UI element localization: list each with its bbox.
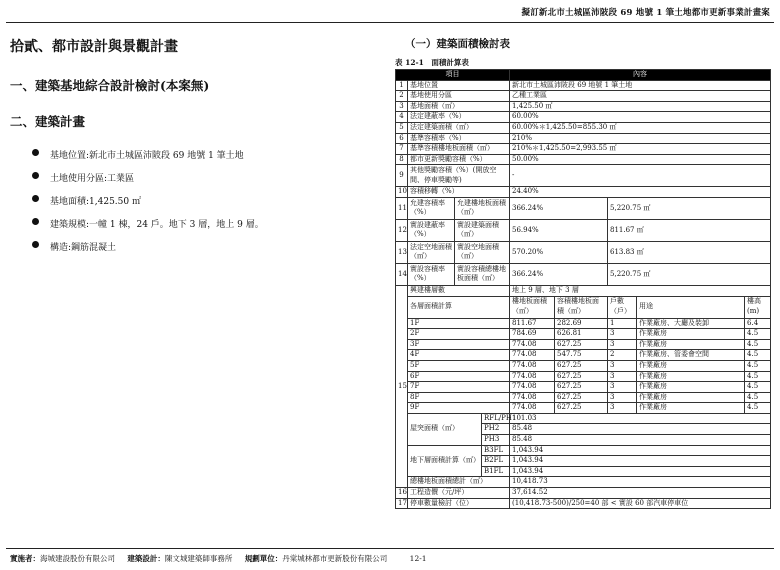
floor-name: 1F	[408, 318, 510, 329]
planner-label: 規劃單位：	[244, 554, 283, 563]
roof-floor: RFL/PH1	[482, 413, 510, 424]
height: 4.5	[745, 371, 771, 382]
chapter-title: 拾貳、都市設計與景觀計畫	[10, 39, 178, 55]
table-row	[396, 296, 771, 318]
row-value: -	[510, 165, 771, 187]
use: 作業廠房、大廳及裝卸	[637, 318, 745, 329]
row-value: 1,425.50 ㎡	[510, 101, 771, 112]
table-row	[396, 392, 771, 403]
use: 作業廠房、管委會空間	[637, 350, 745, 361]
far-area: 282.69	[555, 318, 608, 329]
row-value-1: 56.94%	[510, 219, 608, 241]
height: 4.5	[745, 382, 771, 393]
floors-value: 地上 9 層、地下 3 層	[510, 285, 771, 296]
row-item-a: 允建容積率（%）	[408, 197, 455, 219]
row-value: 24.40%	[510, 187, 771, 198]
row-number: 12	[396, 219, 408, 241]
floor-area: 774.08	[510, 339, 555, 350]
floor-name: 9F	[408, 403, 510, 414]
implementer: 海城建設股份有限公司	[40, 554, 115, 563]
roof-area: 101.03	[510, 413, 771, 424]
units: 1	[608, 318, 637, 329]
far-area: 627.25	[555, 360, 608, 371]
building-plan-list	[32, 148, 380, 253]
use: 作業廠房	[637, 360, 745, 371]
row-number: 11	[396, 197, 408, 219]
floor-area: 774.08	[510, 350, 555, 361]
table-row	[396, 263, 771, 285]
units: 3	[608, 371, 637, 382]
far-area: 627.25	[555, 392, 608, 403]
floor-name: 8F	[408, 392, 510, 403]
designer-label: 建築設計：	[127, 554, 165, 563]
bullet-icon	[32, 241, 39, 248]
table-row	[396, 154, 771, 165]
header-rule	[6, 22, 774, 23]
table-row	[396, 318, 771, 329]
units: 3	[608, 329, 637, 340]
col-head-floor-area: 樓地板面積（㎡）	[510, 296, 555, 318]
height: 4.5	[745, 329, 771, 340]
row-number: 17	[396, 498, 408, 509]
use: 作業廠房	[637, 392, 745, 403]
far-area: 547.75	[555, 350, 608, 361]
row-number: 3	[396, 101, 408, 112]
floors-label: 興建樓層數	[408, 285, 510, 296]
units: 3	[608, 403, 637, 414]
height: 4.5	[745, 350, 771, 361]
col-head-use: 用途	[637, 296, 745, 318]
floor-area: 774.08	[510, 360, 555, 371]
row-number: 4	[396, 112, 408, 123]
calc-label: 各層面積計算	[408, 296, 510, 318]
floor-area: 784.69	[510, 329, 555, 340]
total-value: 10,418.73	[510, 477, 771, 488]
row-value: (10,418.73-500)/250=40 部 < 實設 60 部汽車停車位	[510, 498, 771, 509]
row-number: 9	[396, 165, 408, 187]
row-value: 50.00%	[510, 154, 771, 165]
basement-label: 地下層面積計算（㎡）	[408, 445, 482, 477]
table-row	[396, 91, 771, 102]
roof-floor: PH2	[482, 424, 510, 435]
row-value: 60.00%＊1,425.50=855.30 ㎡	[510, 122, 771, 133]
section-title-1: 一、建築基地綜合設計檢討(本案無)	[10, 78, 210, 93]
floor-area: 774.08	[510, 403, 555, 414]
table-row	[396, 339, 771, 350]
far-area: 627.25	[555, 403, 608, 414]
left-column	[10, 36, 380, 263]
far-area: 627.25	[555, 339, 608, 350]
implementer-label: 實施者：	[10, 554, 40, 563]
area-calculation-table	[395, 69, 771, 509]
use: 作業廠房	[637, 339, 745, 350]
table-row	[396, 165, 771, 187]
row-value-2: 5,220.75 ㎡	[608, 197, 771, 219]
table-header-row	[396, 70, 771, 81]
floor-name: 7F	[408, 382, 510, 393]
row-item: 停車數量檢討（位）	[408, 498, 510, 509]
bullet-icon	[32, 195, 39, 202]
row-number: 5	[396, 122, 408, 133]
table-row	[396, 382, 771, 393]
row-number: 13	[396, 241, 408, 263]
row-item: 基準容積樓地板面積（㎡）	[408, 144, 510, 155]
units: 3	[608, 392, 637, 403]
row-value-1: 570.20%	[510, 241, 608, 263]
row-number: 16	[396, 488, 408, 499]
use: 作業廠房	[637, 382, 745, 393]
row-number: 6	[396, 133, 408, 144]
far-area: 626.81	[555, 329, 608, 340]
section-title-2: 二、建築計畫	[10, 114, 86, 129]
height: 4.5	[745, 339, 771, 350]
row-value: 新北市土城區沛陂段 69 地號 1 筆土地	[510, 80, 771, 91]
row-item: 工程造價（元/坪）	[408, 488, 510, 499]
row-item: 基地位置	[408, 80, 510, 91]
table-row	[396, 197, 771, 219]
col-head-far-area: 容積樓地板面積（㎡）	[555, 296, 608, 318]
height: 4.5	[745, 360, 771, 371]
row-item: 法定建蔽率（%）	[408, 112, 510, 123]
row-item-a: 法定空地面積（㎡）	[408, 241, 455, 263]
row-item: 其他獎勵容積（%）(開放空間、停車獎勵等)	[408, 165, 510, 187]
row-number: 8	[396, 154, 408, 165]
units: 2	[608, 350, 637, 361]
row-item-b: 實設容積總樓地板面積（㎡）	[455, 263, 510, 285]
designer: 陳文城建築師事務所	[164, 554, 233, 563]
table-row	[396, 187, 771, 198]
table-caption: 表 12-1 面積計算表	[395, 58, 469, 67]
row-number: 2	[396, 91, 408, 102]
use: 作業廠房	[637, 403, 745, 414]
row-number: 10	[396, 187, 408, 198]
basement-floor: B2FL	[482, 456, 510, 467]
table-row	[396, 488, 771, 499]
basement-floor: B3FL	[482, 445, 510, 456]
page-number: 12-1	[409, 554, 427, 563]
header-content: 內容	[510, 70, 771, 81]
row-item: 基地使用分區	[408, 91, 510, 102]
roof-label: 屋突面積（㎡）	[408, 413, 482, 445]
basement-floor: B1FL	[482, 466, 510, 477]
row-number: 1	[396, 80, 408, 91]
table-row	[396, 80, 771, 91]
right-column	[395, 36, 773, 509]
table-row	[396, 329, 771, 340]
row-value-2: 5,220.75 ㎡	[608, 263, 771, 285]
height: 4.5	[745, 403, 771, 414]
row-item: 法定建築面積（㎡）	[408, 122, 510, 133]
row-item: 基準容積率（%）	[408, 133, 510, 144]
roof-area: 85.48	[510, 435, 771, 446]
row-item: 基地面積（㎡）	[408, 101, 510, 112]
table-row	[396, 241, 771, 263]
row-value-2: 613.83 ㎡	[608, 241, 771, 263]
units: 3	[608, 382, 637, 393]
header-item: 項目	[396, 70, 510, 81]
list-item: 土地使用分區:工業區	[32, 171, 380, 184]
row-item: 容積移轉（%）	[408, 187, 510, 198]
roof-area: 85.48	[510, 424, 771, 435]
basement-area: 1,043.94	[510, 445, 771, 456]
table-row	[396, 360, 771, 371]
row-value: 乙種工業區	[510, 91, 771, 102]
footer	[10, 553, 427, 564]
row-number: 15	[396, 285, 408, 487]
table-row	[396, 413, 771, 424]
table-row	[396, 285, 771, 296]
units: 3	[608, 360, 637, 371]
list-item: 基地位置:新北市土城區沛陂段 69 地號 1 筆土地	[32, 148, 380, 161]
floor-name: 2F	[408, 329, 510, 340]
total-label: 總樓地板面積總計（㎡）	[408, 477, 510, 488]
table-row	[396, 219, 771, 241]
floor-name: 4F	[408, 350, 510, 361]
height: 4.5	[745, 392, 771, 403]
row-value-2: 811.67 ㎡	[608, 219, 771, 241]
table-row	[396, 350, 771, 361]
table-row	[396, 133, 771, 144]
table-section-title: （一）建築面積檢討表	[405, 38, 510, 50]
row-value: 210%	[510, 133, 771, 144]
row-value-1: 366.24%	[510, 197, 608, 219]
col-head-units: 戶數（戶）	[608, 296, 637, 318]
list-item: 構造:鋼筋混凝土	[32, 240, 380, 253]
far-area: 627.25	[555, 382, 608, 393]
planner: 丹棠城林都市更新股份有限公司	[282, 554, 388, 563]
row-item-b: 實設空地面積（㎡）	[455, 241, 510, 263]
use: 作業廠房	[637, 329, 745, 340]
table-row	[396, 403, 771, 414]
height: 6.4	[745, 318, 771, 329]
row-item-a: 實設建蔽率（%）	[408, 219, 455, 241]
row-value: 60.00%	[510, 112, 771, 123]
row-value: 210%＊1,425.50=2,993.55 ㎡	[510, 144, 771, 155]
floor-area: 774.08	[510, 392, 555, 403]
far-area: 627.25	[555, 371, 608, 382]
table-row	[396, 122, 771, 133]
row-number: 14	[396, 263, 408, 285]
footer-rule	[6, 548, 774, 549]
basement-area: 1,043.94	[510, 466, 771, 477]
floor-name: 3F	[408, 339, 510, 350]
floor-name: 6F	[408, 371, 510, 382]
roof-floor: PH3	[482, 435, 510, 446]
table-row	[396, 477, 771, 488]
table-row	[396, 144, 771, 155]
row-item-b: 允建樓地板面積（㎡）	[455, 197, 510, 219]
floor-name: 5F	[408, 360, 510, 371]
row-item: 都市更新獎勵容積（%）	[408, 154, 510, 165]
floor-area: 811.67	[510, 318, 555, 329]
floor-area: 774.08	[510, 371, 555, 382]
list-item: 建築規模:一幢 1 棟，24 戶。地下 3 層，地上 9 層。	[32, 217, 380, 230]
row-item-b: 實設建築面積（㎡）	[455, 219, 510, 241]
use: 作業廠房	[637, 371, 745, 382]
row-value: 37,614.52	[510, 488, 771, 499]
bullet-icon	[32, 218, 39, 225]
running-head: 擬訂新北市土城區沛陂段 69 地號 1 筆土地都市更新事業計畫案	[521, 8, 770, 18]
row-value-1: 366.24%	[510, 263, 608, 285]
units: 3	[608, 339, 637, 350]
floor-area: 774.08	[510, 382, 555, 393]
table-row	[396, 101, 771, 112]
row-item-a: 實設容積率（%）	[408, 263, 455, 285]
basement-area: 1,043.94	[510, 456, 771, 467]
bullet-icon	[32, 172, 39, 179]
table-row	[396, 445, 771, 456]
table-row	[396, 112, 771, 123]
row-number: 7	[396, 144, 408, 155]
list-item: 基地面積:1,425.50 ㎡	[32, 194, 380, 207]
table-row	[396, 498, 771, 509]
bullet-icon	[32, 149, 39, 156]
table-row	[396, 371, 771, 382]
col-head-height: 樓高(m)	[745, 296, 771, 318]
